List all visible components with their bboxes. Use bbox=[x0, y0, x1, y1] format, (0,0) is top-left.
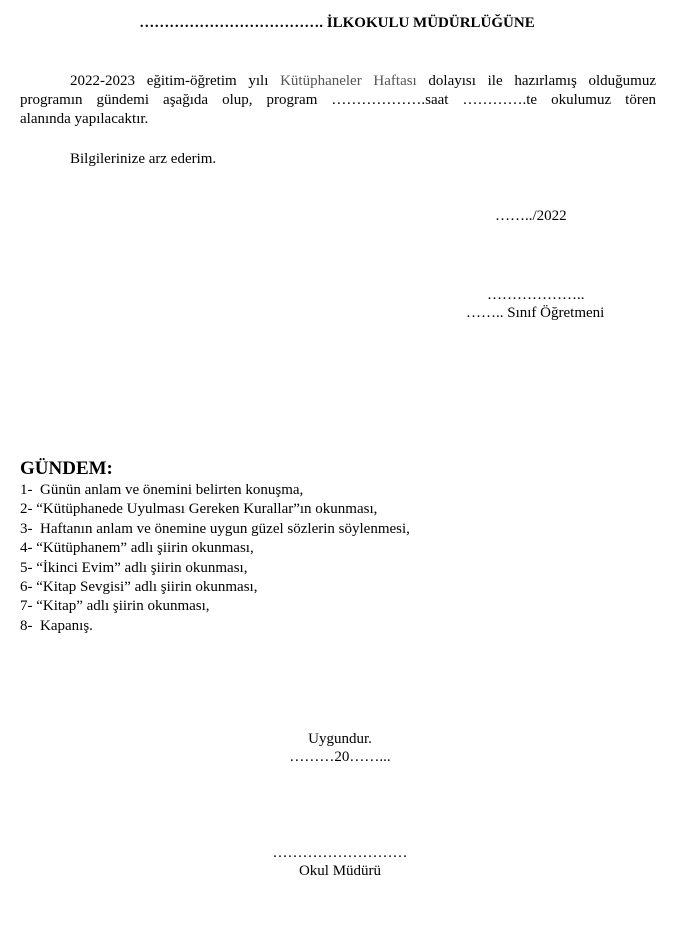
approval-label: Uygundur. bbox=[308, 731, 372, 747]
body-line-2: programın gündemi aşağıda olup, program ……………….saat ………….te okulumuz tören bbox=[20, 92, 656, 108]
body-line-1 bbox=[20, 72, 656, 91]
teacher-name-placeholder: ……………….. bbox=[487, 287, 585, 303]
body-paragraph bbox=[20, 72, 656, 129]
body-line-1-suffix: dolayısı ile hazırlamış olduğumuz bbox=[416, 73, 656, 89]
event-name: Kütüphaneler Haftası bbox=[280, 73, 417, 89]
agenda-item: 1- Günün anlam ve önemini belirten konuşma, bbox=[20, 482, 304, 498]
agenda-item: 6- “Kitap Sevgisi” adlı şiirin okunması, bbox=[20, 579, 258, 596]
agenda-item: 4- “Kütüphanem” adlı şiirin okunması, bbox=[20, 540, 254, 557]
teacher-title: …….. Sınıf Öğretmeni bbox=[466, 305, 605, 321]
agenda-heading: GÜNDEM: bbox=[20, 458, 113, 479]
agenda-item: 2- “Kütüphanede Uyulması Gereken Kurallar”ın okunması, bbox=[20, 501, 378, 518]
agenda-item: 8- Kapanış. bbox=[20, 617, 93, 634]
agenda-item: 3- Haftanın anlam ve önemine uygun güzel sözlerin söylenmesi, bbox=[20, 520, 410, 537]
agenda-list bbox=[20, 481, 410, 636]
closing-sentence: Bilgilerinize arz ederim. bbox=[70, 151, 217, 167]
body-line-1-prefix: 2022-2023 eğitim-öğretim yılı bbox=[70, 73, 281, 89]
principal-name-placeholder: ……………………… bbox=[272, 845, 408, 861]
agenda-item: 5- “İkinci Evim” adlı şiirin okunması, bbox=[20, 559, 248, 576]
agenda-item: 7- “Kitap” adlı şiirin okunması, bbox=[20, 598, 210, 615]
date-line: ……../2022 bbox=[495, 208, 567, 224]
document-title: ………………………………. İLKOKULU MÜDÜRLÜĞÜNE bbox=[139, 15, 535, 31]
body-line-3: alanında yapılacaktır. bbox=[20, 111, 149, 127]
approval-date: ………20……... bbox=[289, 749, 391, 765]
principal-title: Okul Müdürü bbox=[298, 863, 382, 879]
